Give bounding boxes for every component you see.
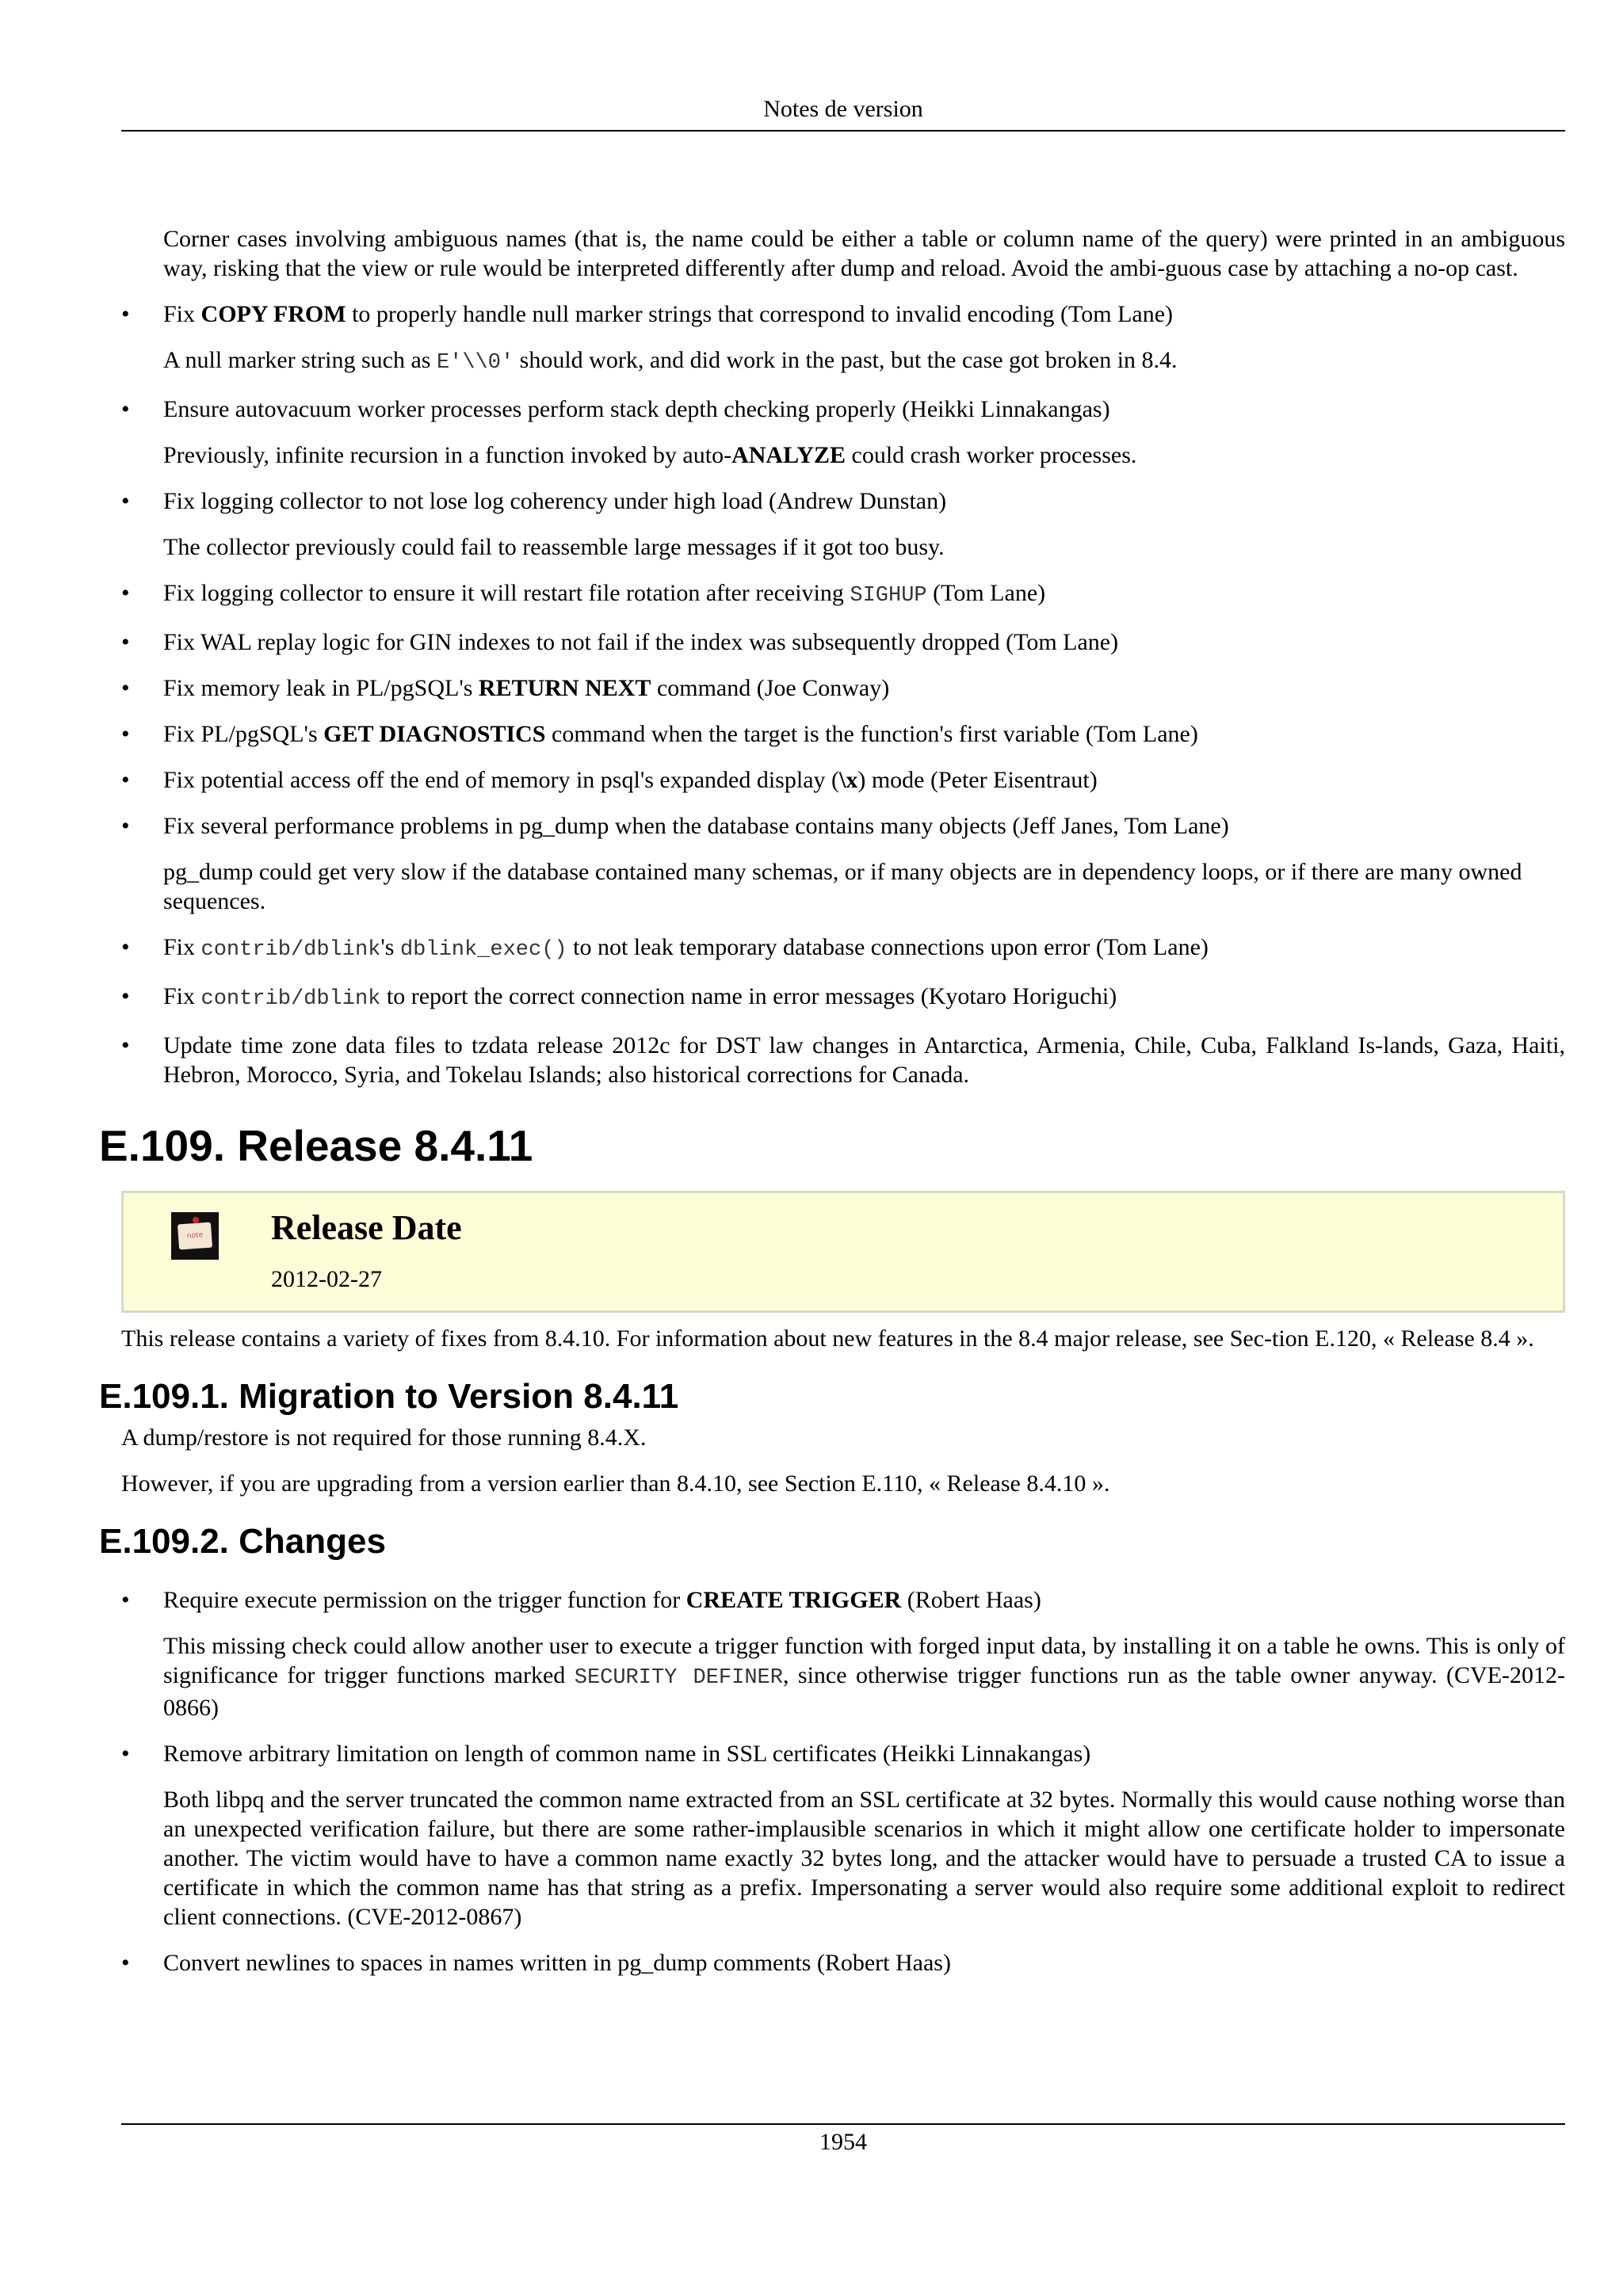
list-item: • Ensure autovacuum worker processes perform stack depth checking properly (Heikki Linnakangas) <box>163 395 1565 424</box>
list-item: • Fix COPY FROM to properly handle null marker strings that correspond to invalid encoding (Tom Lane) <box>163 299 1565 329</box>
changes-heading: E.109.2. Changes <box>99 1522 386 1561</box>
list-item: • Convert newlines to spaces in names written in pg_dump comments (Robert Haas) <box>163 1948 1565 1978</box>
migration-paragraph: A dump/restore is not required for those running 8.4.X. <box>121 1425 647 1451</box>
page-content <box>99 224 1566 1978</box>
list-item-detail: pg_dump could get very slow if the database contained many schemas, or if many objects are in dependency loops, or if there are many owned sequences. <box>163 859 1522 914</box>
list-item: • Update time zone data files to tzdata release 2012c for DST law changes in Antarctica, Armenia, Chile, Cuba, Falkland Is-lands, Gaza, Haiti, Hebron, Morocco, Syria, and Tokelau Islands; also historical corrections for Canada. <box>163 1031 1565 1089</box>
release-intro: This release contains a variety of fixes from 8.4.10. For information about new features in the 8.4 major release, see Sec-tion E.120, « Release 8.4 ». <box>121 1325 1534 1352</box>
list-item: • Remove arbitrary limitation on length of common name in SSL certificates (Heikki Linnakangas) <box>163 1739 1565 1768</box>
list-item: • Fix PL/pgSQL's GET DIAGNOSTICS command when the target is the function's first variable (Tom Lane) <box>163 719 1565 749</box>
list-item: • Fix memory leak in PL/pgSQL's RETURN NEXT command (Joe Conway) <box>163 673 1565 703</box>
list-item: • Fix logging collector to ensure it will restart file rotation after receiving SIGHUP (Tom Lane) <box>163 578 1565 611</box>
note-icon: note <box>171 1212 219 1260</box>
list-item-detail: Both libpq and the server truncated the common name extracted from an SSL certificate at 32 bytes. Normally this would cause nothing worse than an unexpected verification failure, but there are some rather-implausible scenarios in which it might allow one certificate holder to impersonate another. The victim would have to have a common name exactly 32 bytes long, and the attacker would have to persuade a trusted CA to issue a certificate in which the common name has that string as a prefix. Impersonating a server would also require some additional exploit to redirect client connections. (CVE-2012-0867) <box>163 1787 1565 1930</box>
list-item-detail: A null marker string such as E'\\0' should work, and did work in the past, but the case got broken in 8.4. <box>163 347 1178 375</box>
page-footer <box>121 2123 1565 2158</box>
page-number: 1954 <box>819 2129 867 2155</box>
migration-paragraph: However, if you are upgrading from a version earlier than 8.4.10, see Section E.110, « Release 8.4.10 ». <box>121 1470 1110 1497</box>
list-item-detail: This missing check could allow another user to execute a trigger function with forged input data, by installing it on a table he owns. This is only of significance for trigger functions marked SECURITY DEFINER, since otherwise trigger functions run as the table owner anyway. (CVE-2012-0866) <box>163 1633 1566 1721</box>
release-heading: E.109. Release 8.4.11 <box>99 1121 533 1170</box>
list-item-detail: The collector previously could fail to reassemble large messages if it got too busy. <box>163 534 945 560</box>
note-title: Release Date <box>271 1208 462 1247</box>
list-item: • Fix several performance problems in pg_dump when the database contains many objects (Jeff Janes, Tom Lane) <box>163 811 1565 841</box>
list-item: • Fix potential access off the end of memory in psql's expanded display (\x) mode (Peter Eisentraut) <box>163 765 1565 795</box>
paragraph-ambiguous-names: Corner cases involving ambiguous names (that is, the name could be either a table or column name of the query) were printed in an ambiguous way, risking that the view or rule would be interpreted differently after dump and reload. Avoid the ambi-guous case by attaching a no-op cast. <box>163 226 1565 281</box>
list-item: • Require execute permission on the trigger function for CREATE TRIGGER (Robert Haas) <box>163 1585 1565 1615</box>
list-item: • Fix WAL replay logic for GIN indexes to not fail if the index was subsequently dropped (Tom Lane) <box>163 627 1565 657</box>
running-header: Notes de version <box>121 93 1565 132</box>
list-item: • Fix contrib/dblink to report the correct connection name in error messages (Kyotaro Horiguchi) <box>163 982 1565 1014</box>
list-item-detail: Previously, infinite recursion in a function invoked by auto-ANALYZE could crash worker processes. <box>163 442 1137 468</box>
migration-heading: E.109.1. Migration to Version 8.4.11 <box>99 1377 679 1416</box>
note-date: 2012-02-27 <box>271 1266 382 1292</box>
list-item: • Fix contrib/dblink's dblink_exec() to not leak temporary database connections upon error (Tom Lane) <box>163 933 1565 965</box>
release-date-note <box>121 1191 1565 1313</box>
list-item: • Fix logging collector to not lose log coherency under high load (Andrew Dunstan) <box>163 486 1565 516</box>
